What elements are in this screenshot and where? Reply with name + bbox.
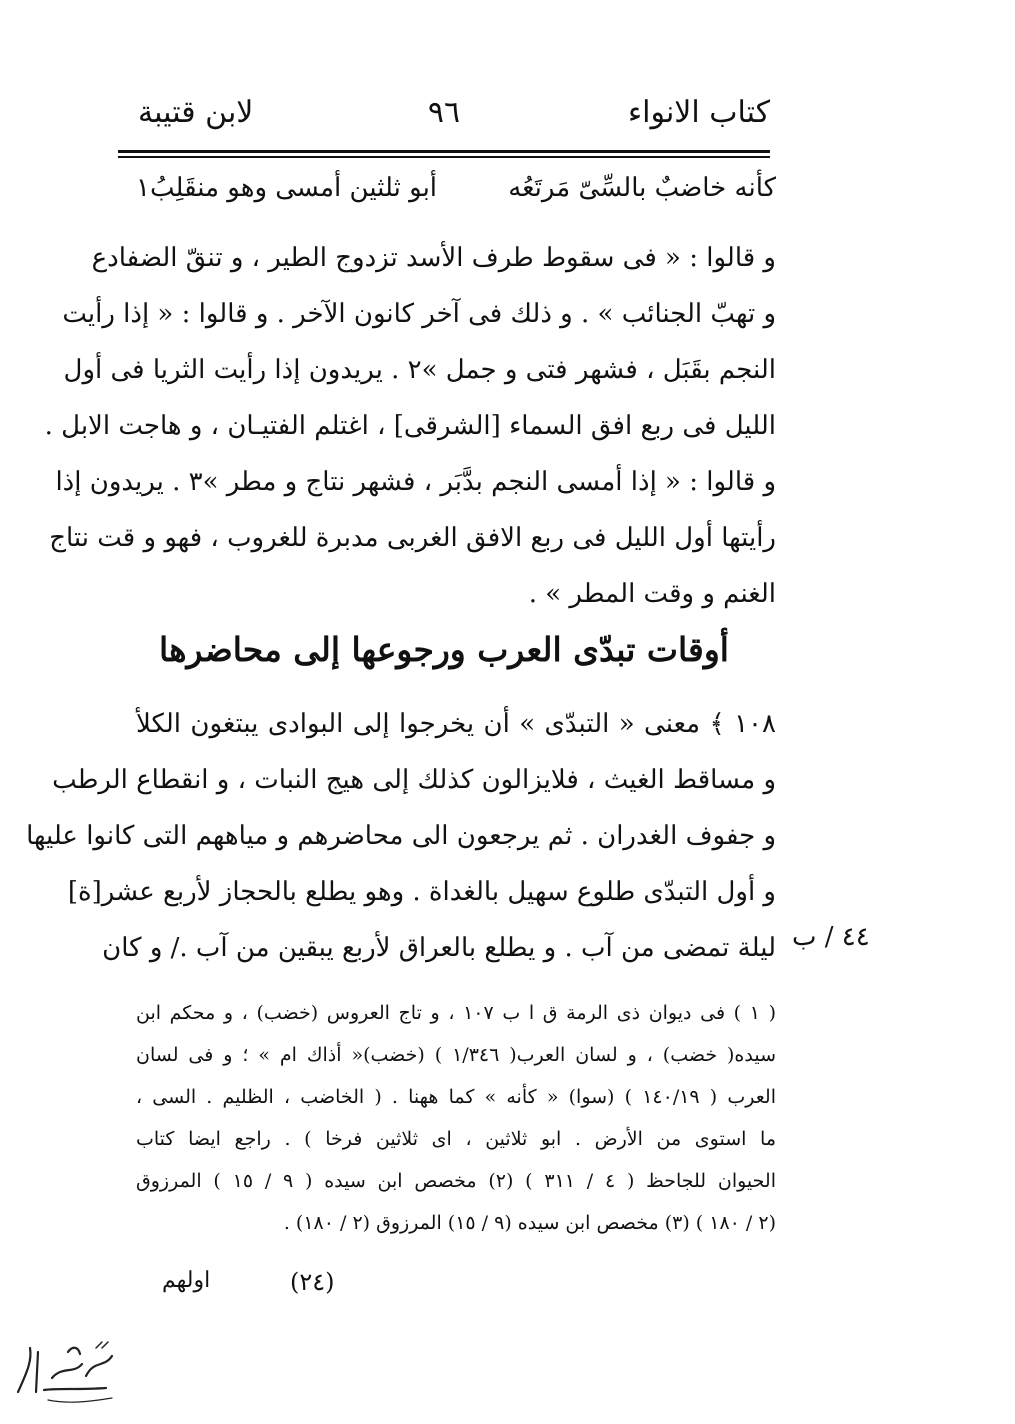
poem-verse xyxy=(136,160,776,216)
author-name: لابن قتيبة xyxy=(138,95,254,130)
text-line: و جفوف الغدران . ثم يرجعون الى محاضرهم و مياههم التى كانوا عليها xyxy=(26,821,776,851)
signature-mark: (٢٤) xyxy=(290,1268,335,1296)
text-line: ١٠٨ ﴾ معنى « التبدّى » أن يخرجوا إلى البوادى يبتغون الكلأ xyxy=(136,709,776,739)
text-line: الغنم و وقت المطر » . xyxy=(528,579,776,609)
header-rule-thick xyxy=(118,150,770,153)
text-line: ليلة تمضى من آب . و يطلع بالعراق لأربع يبقين من آب ./ و كان xyxy=(102,933,776,963)
page-number: ٩٦ xyxy=(427,95,461,130)
running-header xyxy=(118,95,770,145)
text-line: و تهبّ الجنائب » . و ذلك فى آخر كانون الآخر . و قالوا : « إذا رأيت xyxy=(62,299,776,329)
margin-folio-note: ٤٤ / ب xyxy=(792,922,870,952)
footnote-line: (٢ / ١٨٠ ) (٣) مخصص ابن سيده (٩ / ١٥) المرزوق (٢ / ١٨٠) . xyxy=(283,1212,776,1234)
verse-second-half: أبو ثلثين أمسى وهو منقَلِبُ١ xyxy=(136,173,438,203)
footnote-line: ما استوى من الأرض . ابو ثلاثين ، اى ثلاثين فرخا ) . راجع ايضا كتاب xyxy=(136,1128,776,1150)
footnote-line: العرب ( ١٤٠/١٩ ) (سوا) « كأنه » كما ههنا . ( الخاضب ، الظليم . السى ، xyxy=(136,1086,776,1108)
calligraphy-stamp-logo xyxy=(8,1330,128,1410)
footnote-line: ( ١ ) فى ديوان ذى الرمة ق ا ب ١٠٧ ، و تاج العروس (خضب) ، و محكم ابن xyxy=(136,1002,777,1024)
text-line: و أول التبدّى طلوع سهيل بالغداة . وهو يطلع بالحجاز لأربع عشر[ة] xyxy=(67,877,776,907)
footnote-line: الحيوان للجاحظ ( ٤ / ٣١١ ) (٢) مخصص ابن سيده ( ٩ / ١٥ ) المرزوق xyxy=(136,1170,776,1192)
header-rule-thin xyxy=(118,156,770,158)
book-title: كتاب الانواء xyxy=(628,95,770,130)
footnote-line: سيده( خضب) ، و لسان العرب( ١/٣٤٦ ) (خضب)« أذاك ام » ؛ و فى لسان xyxy=(136,1044,777,1066)
text-line: و قالوا : « فى سقوط طرف الأسد تزدوج الطير ، و تنقّ الضفادع xyxy=(91,243,776,273)
text-line: و مساقط الغيث ، فلايزالون كذلك إلى هيج النبات ، و انقطاع الرطب xyxy=(52,765,776,795)
section-heading: أوقات تبدّى العرب ورجوعها إلى محاضرها xyxy=(159,630,729,669)
catchword: اولهم xyxy=(162,1268,211,1293)
text-line: النجم بقَبَل ، فشهر فتى و جمل »٢ . يريدون إذا رأيت الثريا فى أول xyxy=(63,355,776,385)
text-line: و قالوا : « إذا أمسى النجم بدَّبَر ، فشهر نتاج و مطر »٣ . يريدون إذا xyxy=(55,467,776,497)
verse-first-half: كأنه خاضبٌ بالسِّىّ مَرتَعُه xyxy=(508,173,776,203)
text-line: رأيتها أول الليل فى ربع الافق الغربى مدبرة للغروب ، فهو و قت نتاج xyxy=(49,523,776,553)
text-line: الليل فى ربع افق السماء [الشرقى] ، اغتلم الفتيـان ، و هاجت الابل . xyxy=(44,411,776,441)
